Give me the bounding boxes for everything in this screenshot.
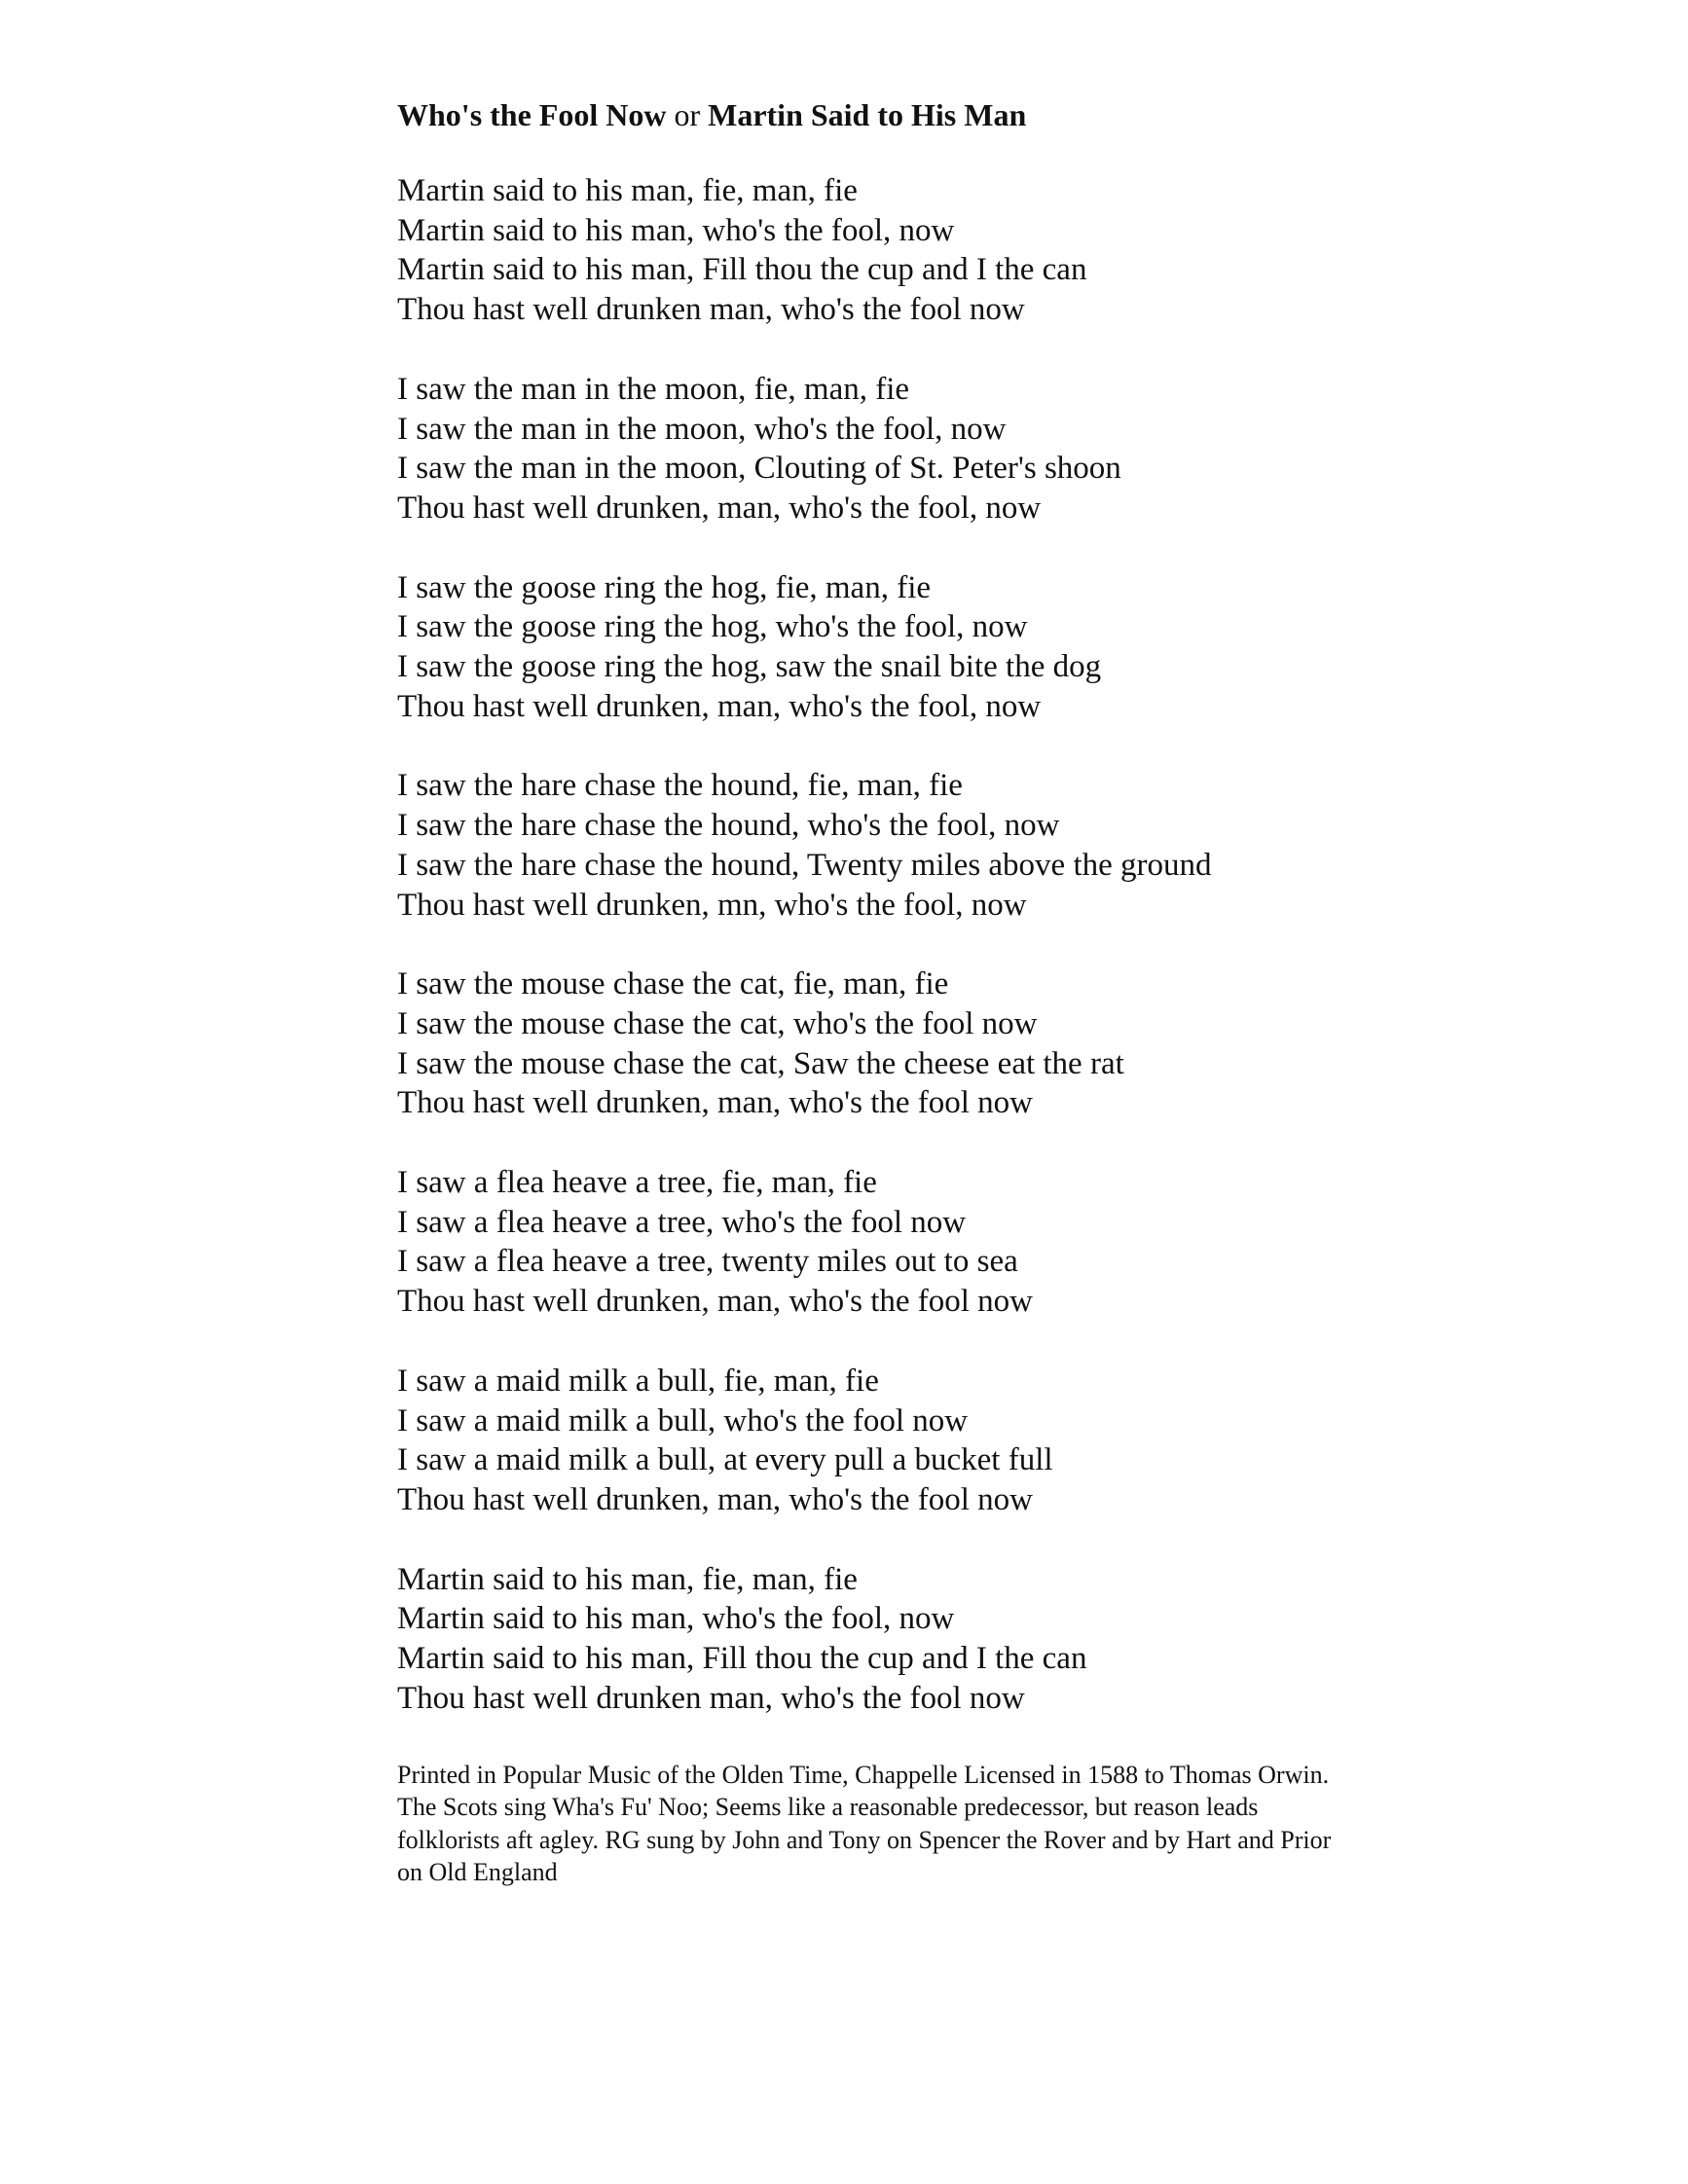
lyric-line: Thou hast well drunken, mn, who's the fool, now <box>397 887 1027 923</box>
note-line: The Scots sing Wha's Fu' Noo; Seems like a reasonable predecessor, but reason leads <box>397 1793 1259 1821</box>
stanza <box>397 1362 1487 1520</box>
lyric-line: I saw a flea heave a tree, fie, man, fie <box>397 1165 877 1201</box>
lyrics <box>397 171 1487 1719</box>
lyric-line: Thou hast well drunken, man, who's the fool now <box>397 1085 1034 1121</box>
lyric-line: I saw the goose ring the hog, who's the fool, now <box>397 609 1028 645</box>
stanza <box>397 171 1487 330</box>
lyric-line: I saw a maid milk a bull, who's the fool now <box>397 1402 969 1438</box>
note-line: folklorists aft agley. RG sung by John and Tony on Spencer the Rover and by Hart and Prior <box>397 1825 1332 1854</box>
lyric-line: I saw a flea heave a tree, twenty miles out to sea <box>397 1244 1018 1280</box>
song-sheet <box>397 95 1487 1889</box>
lyric-line: I saw the mouse chase the cat, fie, man, fie <box>397 966 949 1002</box>
lyric-line: Thou hast well drunken, man, who's the fool now <box>397 1481 1034 1517</box>
lyric-line: I saw the mouse chase the cat, who's the fool now <box>397 1005 1038 1041</box>
stanza <box>397 1163 1487 1322</box>
lyric-line: I saw the man in the moon, who's the fool, now <box>397 411 1007 447</box>
lyric-line: I saw the goose ring the hog, saw the snail bite the dog <box>397 649 1102 685</box>
lyric-line: Thou hast well drunken man, who's the fool now <box>397 292 1025 328</box>
stanza <box>397 766 1487 925</box>
title-primary: Who's the Fool Now <box>397 97 667 132</box>
song-title <box>397 95 1487 134</box>
lyric-line: Thou hast well drunken man, who's the fool now <box>397 1680 1025 1716</box>
lyric-line: Martin said to his man, who's the fool, now <box>397 1601 955 1637</box>
lyric-line: Martin said to his man, fie, man, fie <box>397 173 858 208</box>
lyric-line: I saw the mouse chase the cat, Saw the cheese eat the rat <box>397 1045 1124 1081</box>
lyric-line: Martin said to his man, fie, man, fie <box>397 1561 858 1597</box>
lyric-line: Martin said to his man, Fill thou the cup and I the can <box>397 1641 1087 1677</box>
stanza <box>397 965 1487 1123</box>
lyric-line: I saw the hare chase the hound, fie, man, fie <box>397 768 963 804</box>
lyric-line: Thou hast well drunken, man, who's the fool, now <box>397 490 1042 526</box>
lyric-line: I saw the goose ring the hog, fie, man, fie <box>397 569 932 605</box>
lyric-line: I saw a maid milk a bull, fie, man, fie <box>397 1363 879 1399</box>
note-line: on Old England <box>397 1858 558 1886</box>
lyric-line: Thou hast well drunken, man, who's the fool now <box>397 1284 1034 1320</box>
stanza <box>397 370 1487 528</box>
stanza <box>397 568 1487 727</box>
lyric-line: I saw the man in the moon, fie, man, fie <box>397 371 910 407</box>
title-alternate: Martin Said to His Man <box>708 97 1027 132</box>
source-note <box>397 1759 1449 1889</box>
lyric-line: I saw the hare chase the hound, who's the fool, now <box>397 808 1060 844</box>
title-connector: or <box>666 97 709 132</box>
lyric-line: Thou hast well drunken, man, who's the fool, now <box>397 688 1042 724</box>
lyric-line: Martin said to his man, Fill thou the cup and I the can <box>397 252 1087 288</box>
lyric-line: I saw a flea heave a tree, who's the fool now <box>397 1204 967 1240</box>
lyric-line: I saw the hare chase the hound, Twenty miles above the ground <box>397 847 1212 883</box>
lyric-line: Martin said to his man, who's the fool, now <box>397 212 955 248</box>
lyric-line: I saw a maid milk a bull, at every pull a bucket full <box>397 1442 1053 1478</box>
lyric-line: I saw the man in the moon, Clouting of St. Peter's shoon <box>397 451 1121 487</box>
note-line: Printed in Popular Music of the Olden Time, Chappelle Licensed in 1588 to Thomas Orwin. <box>397 1760 1330 1789</box>
stanza <box>397 1560 1487 1719</box>
